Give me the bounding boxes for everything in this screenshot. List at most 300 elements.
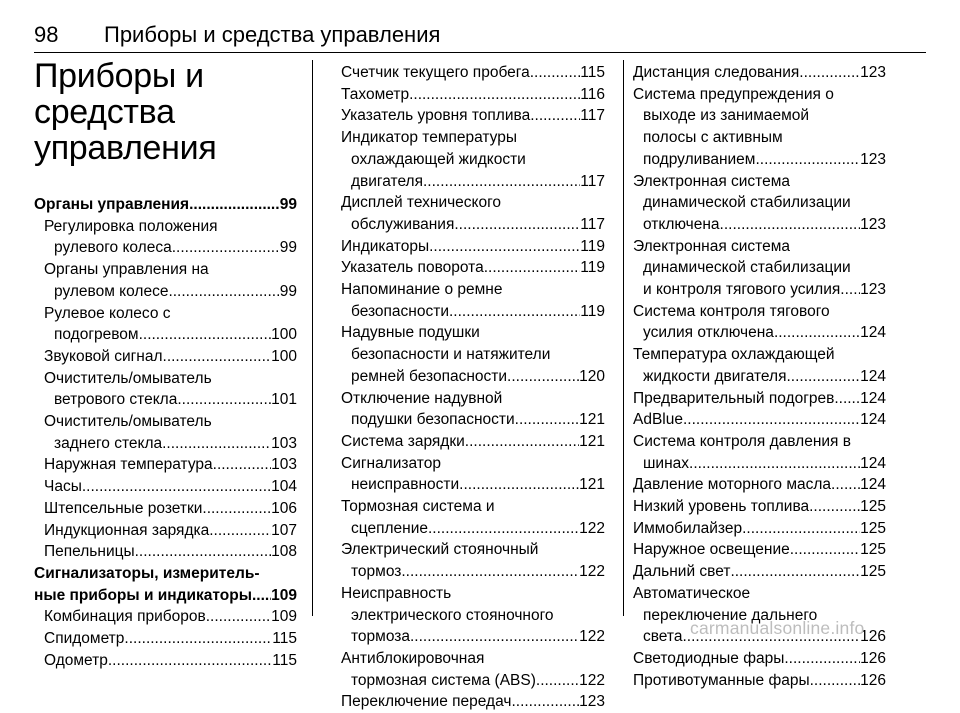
toc-entry-line xyxy=(341,691,605,713)
chapter-title xyxy=(34,58,304,166)
toc-entry-title: неисправности xyxy=(351,476,460,494)
toc-entry-page: 119 xyxy=(580,302,605,320)
toc-entry-title: рулевом колесе xyxy=(54,282,169,300)
toc-entry-line xyxy=(633,192,886,214)
toc-entry-line xyxy=(633,496,886,518)
toc-entry-line xyxy=(341,388,605,410)
toc-entry-title: динамической стабилизации xyxy=(643,259,851,277)
toc-entry[interactable] xyxy=(341,105,605,127)
toc-entry-line xyxy=(633,453,886,475)
running-header xyxy=(34,22,926,52)
toc-entry-title: Давление моторного масла xyxy=(633,476,832,494)
toc-entry-title: безопасности xyxy=(351,302,449,320)
toc-entry-line xyxy=(341,127,605,149)
toc-entry-title: переключение дальнего xyxy=(643,606,818,624)
toc-entry-title: Переключение передач xyxy=(341,693,512,711)
toc-entry-title: Сигнализаторы, измеритель- xyxy=(34,564,260,582)
toc-entry-title: Предварительный подогрев xyxy=(633,389,835,407)
toc-entry-title: и контроля тягового усилия xyxy=(643,281,841,299)
toc-entry-line xyxy=(633,518,886,540)
toc-entry-title: Очиститель/омыватель xyxy=(44,369,212,387)
toc-entry[interactable] xyxy=(34,541,297,563)
dot-leader xyxy=(108,650,272,672)
toc-entry-title: Тахометр xyxy=(341,85,410,103)
dot-leader xyxy=(409,84,580,106)
toc-entry-line xyxy=(34,368,297,390)
toc-entry[interactable] xyxy=(341,322,605,387)
dot-leader xyxy=(507,366,579,388)
toc-column-3 xyxy=(633,62,886,691)
toc-entry[interactable] xyxy=(34,259,297,302)
toc-entry-line xyxy=(341,62,605,84)
dot-leader xyxy=(784,648,860,670)
toc-entry-page: 116 xyxy=(580,85,605,103)
toc-entry[interactable] xyxy=(633,561,886,583)
dot-leader xyxy=(730,561,860,583)
toc-entry-title: безопасности и натяжители xyxy=(351,346,551,364)
toc-entry-title: Низкий уровень топлива xyxy=(633,498,810,516)
dot-leader xyxy=(449,301,580,323)
toc-entry-line xyxy=(341,518,605,540)
toc-column-1 xyxy=(34,194,297,671)
dot-leader xyxy=(689,453,860,475)
dot-leader xyxy=(410,626,579,648)
toc-entry-page: 122 xyxy=(579,628,605,646)
dot-leader xyxy=(252,585,271,607)
toc-entry[interactable] xyxy=(633,236,886,301)
toc-entry-title: Часы xyxy=(44,478,82,496)
toc-entry-line xyxy=(341,257,605,279)
toc-entry[interactable] xyxy=(633,670,886,692)
toc-entry-title: Температура охлаждающей xyxy=(633,346,835,364)
toc-entry-title: Неисправность xyxy=(341,584,452,602)
toc-entry-line xyxy=(341,171,605,193)
header-rule xyxy=(34,52,926,53)
toc-entry-page: 126 xyxy=(860,649,886,667)
dot-leader xyxy=(202,498,271,520)
toc-entry-title: рулевого колеса xyxy=(54,239,172,257)
toc-entry-title: усилия отключена xyxy=(643,324,774,342)
toc-entry-page: 119 xyxy=(580,259,605,277)
dot-leader xyxy=(515,409,579,431)
toc-entry[interactable] xyxy=(34,498,297,520)
dot-leader xyxy=(530,62,581,84)
toc-entry-line xyxy=(633,344,886,366)
toc-entry[interactable] xyxy=(633,518,886,540)
dot-leader xyxy=(720,214,861,236)
toc-entry-page: 109 xyxy=(271,608,297,626)
toc-entry-page: 123 xyxy=(860,64,886,81)
toc-entry-title: подруливанием xyxy=(643,150,756,168)
dot-leader xyxy=(429,236,580,258)
toc-entry-line xyxy=(633,561,886,583)
toc-entry-line xyxy=(633,214,886,236)
toc-entry-page: 126 xyxy=(860,628,886,646)
toc-entry-line xyxy=(34,303,297,325)
chapter-title-line: средства xyxy=(34,93,175,131)
toc-entry-line xyxy=(633,583,886,605)
toc-entry[interactable] xyxy=(341,691,605,713)
toc-entry-page: 104 xyxy=(271,478,297,496)
toc-entry-title: Звуковой сигнал xyxy=(44,347,163,365)
toc-entry-line xyxy=(34,650,297,672)
toc-entry-title: Одометр xyxy=(44,651,108,669)
toc-entry-page: 121 xyxy=(579,476,605,494)
toc-entry-page: 117 xyxy=(580,215,605,233)
toc-entry-page: 117 xyxy=(580,107,605,125)
toc-entry-title: подушки безопасности xyxy=(351,411,515,429)
toc-entry[interactable] xyxy=(341,453,605,496)
toc-entry-title: Система контроля давления в xyxy=(633,432,851,450)
dot-leader xyxy=(799,62,860,84)
toc-entry[interactable] xyxy=(341,127,605,192)
toc-entry-title: Электронная система xyxy=(633,237,791,255)
toc-entry-line xyxy=(34,259,297,281)
toc-entry-title: Электронная система xyxy=(633,172,791,190)
toc-entry[interactable] xyxy=(34,606,297,628)
toc-entry[interactable] xyxy=(633,431,886,474)
dot-leader xyxy=(209,520,271,542)
chapter-title-line: Приборы и xyxy=(34,57,204,95)
toc-entry-page: 103 xyxy=(271,456,297,474)
toc-entry-line xyxy=(34,563,297,585)
chapter-title-line: управления xyxy=(34,129,217,167)
toc-entry-line xyxy=(34,520,297,542)
toc-entry-line xyxy=(341,626,605,648)
dot-leader xyxy=(840,279,860,301)
toc-entry-line xyxy=(633,257,886,279)
toc-entry-line xyxy=(633,236,886,258)
toc-entry-line xyxy=(633,366,886,388)
toc-entry-title: электрического стояночного xyxy=(351,606,554,624)
toc-entry-line xyxy=(633,388,886,410)
toc-entry-line xyxy=(34,454,297,476)
toc-entry-line xyxy=(341,236,605,258)
dot-leader xyxy=(177,389,271,411)
toc-entry-title: Спидометр xyxy=(44,630,125,648)
toc-entry-line xyxy=(633,105,886,127)
toc-entry-page: 120 xyxy=(579,367,605,385)
toc-entry-title: Система зарядки xyxy=(341,432,465,450)
toc-entry-page: 119 xyxy=(580,237,605,255)
toc-entry-title: Штепсельные розетки xyxy=(44,499,203,517)
toc-entry-page: 108 xyxy=(271,543,297,561)
toc-entry[interactable] xyxy=(34,194,297,216)
toc-entry-title: ные приборы и индикаторы xyxy=(34,586,252,604)
toc-entry[interactable] xyxy=(34,216,297,259)
toc-entry-line xyxy=(341,105,605,127)
dot-leader xyxy=(459,474,579,496)
toc-entry[interactable] xyxy=(34,563,297,606)
toc-entry-line xyxy=(633,62,886,84)
toc-entry-page: 125 xyxy=(860,519,886,537)
toc-entry-page: 106 xyxy=(271,499,297,517)
toc-entry-line xyxy=(34,476,297,498)
toc-entry-title: охлаждающей жидкости xyxy=(351,150,526,168)
toc-entry-line xyxy=(34,541,297,563)
toc-entry-title: Автоматическое xyxy=(633,584,751,602)
toc-entry-page: 124 xyxy=(860,389,886,407)
toc-entry-title: Дисплей технического xyxy=(341,194,502,212)
toc-entry-page: 125 xyxy=(860,498,886,516)
toc-entry-page: 125 xyxy=(860,541,886,559)
toc-entry-page: 115 xyxy=(272,630,297,648)
toc-entry-title: Очиститель/омыватель xyxy=(44,413,212,431)
toc-entry-line xyxy=(633,171,886,193)
dot-leader xyxy=(484,257,581,279)
toc-entry-title: Наружное освещение xyxy=(633,541,790,559)
dot-leader xyxy=(162,433,271,455)
toc-entry-title: Регулировка положения xyxy=(44,217,218,235)
toc-entry[interactable] xyxy=(34,303,297,346)
toc-entry[interactable] xyxy=(633,171,886,236)
dot-leader xyxy=(135,541,272,563)
toc-entry-page: 101 xyxy=(271,391,297,409)
toc-entry-line xyxy=(341,561,605,583)
toc-entry-title: Индикатор температуры xyxy=(341,129,518,147)
toc-entry[interactable] xyxy=(34,454,297,476)
toc-entry-line xyxy=(34,389,297,411)
toc-entry-page: 122 xyxy=(579,671,605,689)
toc-entry-line xyxy=(34,194,297,216)
toc-entry-line xyxy=(341,605,605,627)
toc-entry[interactable] xyxy=(633,84,886,171)
toc-entry-title: тормоз xyxy=(351,563,402,581)
toc-entry[interactable] xyxy=(633,409,886,431)
toc-entry[interactable] xyxy=(341,62,605,84)
toc-entry-title: полосы с активным xyxy=(643,129,783,147)
dot-leader xyxy=(809,496,860,518)
toc-entry[interactable] xyxy=(34,368,297,411)
toc-entry-line xyxy=(341,539,605,561)
toc-entry-title: подогревом xyxy=(54,326,139,344)
dot-leader xyxy=(139,324,272,346)
toc-entry-title: Напоминание о ремне xyxy=(341,281,503,299)
toc-entry-title: выходе из занимаемой xyxy=(643,107,810,125)
toc-entry-page: 121 xyxy=(579,432,605,450)
dot-leader xyxy=(683,409,860,431)
toc-entry[interactable] xyxy=(633,344,886,387)
toc-entry-line xyxy=(341,214,605,236)
toc-entry-line xyxy=(633,409,886,431)
toc-entry-line xyxy=(34,628,297,650)
toc-entry-page: 115 xyxy=(580,64,605,81)
toc-entry-page: 126 xyxy=(860,671,886,689)
toc-entry-line xyxy=(34,216,297,238)
toc-entry-title: двигателя xyxy=(351,172,423,190)
page-number: 98 xyxy=(34,22,59,47)
toc-entry-title: Органы управления xyxy=(34,196,190,213)
toc-entry-line xyxy=(633,431,886,453)
toc-entry-line xyxy=(633,322,886,344)
toc-entry-title: динамической стабилизации xyxy=(643,194,851,212)
toc-entry-title: Рулевое колесо с xyxy=(44,304,171,322)
dot-leader xyxy=(774,322,860,344)
dot-leader xyxy=(168,281,279,303)
toc-entry-title: заднего стекла xyxy=(54,434,163,452)
toc-entry-title: AdBlue xyxy=(633,411,683,429)
toc-entry[interactable] xyxy=(633,474,886,496)
toc-entry-page: 100 xyxy=(271,347,297,365)
toc-entry-line xyxy=(34,433,297,455)
toc-entry[interactable] xyxy=(34,520,297,542)
toc-entry[interactable] xyxy=(341,583,605,648)
dot-leader xyxy=(810,670,861,692)
toc-entry[interactable] xyxy=(341,279,605,322)
toc-entry-line xyxy=(34,346,297,368)
toc-entry-line xyxy=(34,585,297,607)
toc-entry-title: Система контроля тягового xyxy=(633,302,830,320)
toc-entry-title: Иммобилайзер xyxy=(633,519,743,537)
dot-leader xyxy=(172,237,280,259)
toc-entry[interactable] xyxy=(633,496,886,518)
toc-entry[interactable] xyxy=(341,192,605,235)
toc-entry-title: Дистанция следования xyxy=(633,64,800,81)
toc-entry-page: 124 xyxy=(860,324,886,342)
toc-entry-page: 124 xyxy=(860,454,886,472)
toc-entry-title: тормоза xyxy=(351,628,410,646)
toc-entry-line xyxy=(341,84,605,106)
toc-entry-title: тормозная система (ABS) xyxy=(351,671,536,689)
toc-entry[interactable] xyxy=(341,539,605,582)
toc-entry[interactable] xyxy=(341,84,605,106)
dot-leader xyxy=(82,476,271,498)
toc-entry[interactable] xyxy=(34,476,297,498)
toc-entry-title: Надувные подушки xyxy=(341,324,480,342)
toc-entry[interactable] xyxy=(633,301,886,344)
toc-entry-line xyxy=(34,324,297,346)
toc-entry[interactable] xyxy=(34,346,297,368)
dot-leader xyxy=(536,670,579,692)
toc-entry-title: Индукционная зарядка xyxy=(44,521,210,539)
toc-entry-line xyxy=(633,539,886,561)
toc-entry-title: Счетчик текущего пробега xyxy=(341,64,530,81)
toc-entry-title: ремней безопасности xyxy=(351,367,508,385)
watermark: carmanualsonline.info xyxy=(690,618,865,638)
toc-entry-title: Электрический стояночный xyxy=(341,541,539,559)
toc-entry-page: 123 xyxy=(579,693,605,711)
toc-entry-line xyxy=(341,301,605,323)
dot-leader xyxy=(755,149,860,171)
toc-entry-page: 109 xyxy=(271,586,297,604)
toc-entry[interactable] xyxy=(341,236,605,258)
toc-entry-title: Наружная температура xyxy=(44,456,213,474)
toc-entry-line xyxy=(633,127,886,149)
toc-entry-page: 99 xyxy=(279,282,297,300)
dot-leader xyxy=(831,474,860,496)
toc-entry[interactable] xyxy=(633,62,886,84)
toc-entry[interactable] xyxy=(341,648,605,691)
toc-entry-page: 99 xyxy=(279,239,297,257)
dot-leader xyxy=(401,561,579,583)
dot-leader xyxy=(786,366,860,388)
toc-entry-title: ветрового стекла xyxy=(54,391,178,409)
toc-entry-page: 99 xyxy=(279,196,297,213)
dot-leader xyxy=(206,606,271,628)
toc-entry-line xyxy=(341,279,605,301)
dot-leader xyxy=(790,539,860,561)
toc-entry-line xyxy=(341,366,605,388)
toc-entry-page: 121 xyxy=(579,411,605,429)
dot-leader xyxy=(511,691,579,713)
toc-entry-line xyxy=(633,301,886,323)
toc-entry-line xyxy=(633,648,886,670)
dot-leader xyxy=(423,171,580,193)
toc-entry-page: 122 xyxy=(579,563,605,581)
toc-entry[interactable] xyxy=(633,388,886,410)
toc-entry-title: жидкости двигателя xyxy=(643,367,787,385)
toc-entry-page: 124 xyxy=(860,411,886,429)
dot-leader xyxy=(213,454,271,476)
toc-entry[interactable] xyxy=(34,650,297,672)
toc-entry[interactable] xyxy=(34,628,297,650)
toc-entry-title: Отключение надувной xyxy=(341,389,503,407)
toc-entry[interactable] xyxy=(633,539,886,561)
toc-entry-title: шинах xyxy=(643,454,690,472)
toc-entry-title: Пепельницы xyxy=(44,543,135,561)
dot-leader xyxy=(454,214,580,236)
toc-entry[interactable] xyxy=(34,411,297,454)
toc-entry-page: 123 xyxy=(860,215,886,233)
toc-entry-line xyxy=(34,606,297,628)
toc-entry-line xyxy=(633,279,886,301)
toc-entry-title: Органы управления на xyxy=(44,261,209,279)
toc-entry-line xyxy=(341,583,605,605)
dot-leader xyxy=(428,518,579,540)
toc-entry-page: 122 xyxy=(579,519,605,537)
toc-entry-line xyxy=(341,344,605,366)
dot-leader xyxy=(530,105,580,127)
toc-entry-page: 117 xyxy=(580,172,605,190)
toc-entry-line xyxy=(34,498,297,520)
toc-entry-title: Тормозная система и xyxy=(341,498,495,516)
toc-entry-line xyxy=(341,453,605,475)
toc-entry-line xyxy=(34,411,297,433)
toc-entry-page: 125 xyxy=(860,563,886,581)
toc-entry[interactable] xyxy=(341,388,605,431)
toc-entry-line xyxy=(633,84,886,106)
toc-entry[interactable] xyxy=(633,648,886,670)
dot-leader xyxy=(163,346,272,368)
toc-entry-line xyxy=(341,192,605,214)
toc-entry-title: света xyxy=(643,628,683,646)
toc-entry-title: Комбинация приборов xyxy=(44,608,206,626)
toc-entry-line xyxy=(341,322,605,344)
running-title: Приборы и средства управления xyxy=(104,22,441,47)
toc-entry-page: 100 xyxy=(271,326,297,344)
toc-entry[interactable] xyxy=(341,257,605,279)
toc-entry-title: обслуживания xyxy=(351,215,455,233)
toc-entry-title: Указатель поворота xyxy=(341,259,484,277)
toc-entry-title: Система предупреждения о xyxy=(633,85,834,103)
toc-entry-line xyxy=(341,149,605,171)
toc-entry-page: 124 xyxy=(860,476,886,494)
toc-entry[interactable] xyxy=(341,431,605,453)
toc-entry-line xyxy=(341,496,605,518)
toc-entry-line xyxy=(341,431,605,453)
toc-entry-title: Светодиодные фары xyxy=(633,649,785,667)
toc-entry-title: Антиблокировочная xyxy=(341,649,485,667)
column-divider-2 xyxy=(623,60,624,616)
toc-entry-page: 123 xyxy=(860,281,886,299)
toc-entry-page: 123 xyxy=(860,150,886,168)
dot-leader xyxy=(465,431,579,453)
toc-column-2 xyxy=(341,62,605,713)
toc-entry-title: Указатель уровня топлива xyxy=(341,107,531,125)
dot-leader xyxy=(124,628,272,650)
toc-entry-line xyxy=(633,474,886,496)
toc-entry[interactable] xyxy=(341,496,605,539)
